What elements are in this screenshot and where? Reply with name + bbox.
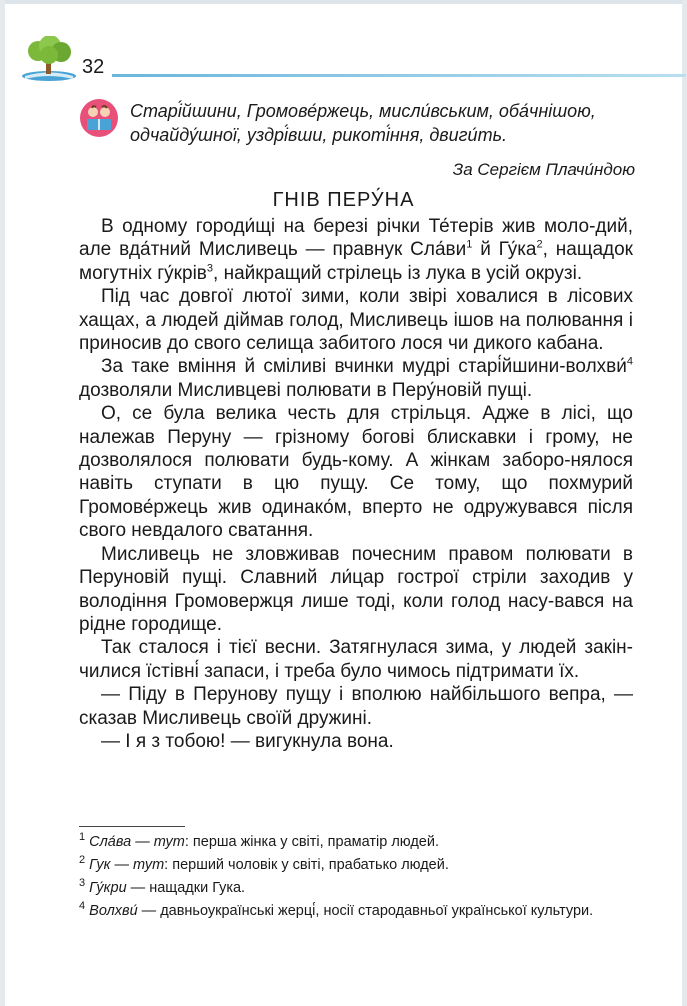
paragraph-1-part-c: , нащадок могутніх гу́крів [79,239,633,284]
page-frame-left [0,0,5,1006]
header-divider [112,74,686,77]
paragraph-6: Так сталося і тієї весни. Затягнулася зима, у людей закін-чилися їстівні́ запаси, і треба було чимось підтримати їх. [79,637,633,682]
tree-with-book-icon [20,36,78,82]
footnote-3 [79,877,639,900]
footnote-term: Гук — тут [89,857,165,873]
paragraph-5: Мисливець не зловживав почесним правом полювати в Перуновій пущі. Славний ли́цар гострої стріли заходив у володіння Громовержця лише тоді, коли голод насу-вався на рідне городище. [79,543,633,635]
footnote-ref-2: 2 [536,239,543,252]
paragraph-8: — І я з тобою! — вигукнула вона. [101,730,394,752]
footnote-ref-4: 4 [626,356,633,369]
footnote-ref-3: 3 [206,262,214,275]
story-title: ГНІВ ПЕРУ́НА [272,189,415,211]
paragraph-1-part-b: й Гу́ка [472,239,537,261]
footnote-term: Сла́ва — тут [89,834,185,850]
vocabulary-line-1: Старі́йшини, Громове́ржець, мисли́вським, оба́чнішою, [130,101,596,121]
paragraph-2: Під час довгої лютої зими, коли звірі ховалися в лісових хащах, а людей діймав голод, Мисливець ішов на полювання і приносив до свого селища забитого лося чи дикого кабана. [79,286,633,355]
vocabulary-words [130,99,650,147]
author-attribution: За Сергієм Плачи́ндою [452,160,635,179]
paragraph-3-part-b: дозволяли Мисливцеві полювати в Перу́новій пущі. [79,379,533,401]
footnote-definition: : перший чоловік у світі, прабатько людей. [164,857,449,873]
paragraph-1-part-d: , найкращий стрілець із лука в усій окрузі. [213,262,583,284]
footnote-number: 2 [79,854,86,867]
page-frame-right [682,0,687,1006]
footnote-divider [79,826,185,827]
footnote-number: 3 [79,877,86,890]
paragraph-7: — Піду в Перунову пущу і вполюю найбільшого вепра, — сказав Мисливець своїй дружині. [79,684,633,729]
footnote-term: Волхви́ [89,903,138,919]
children-reading-icon [79,98,119,138]
footnote-definition: : перша жінка у світі, праматір людей. [184,834,439,850]
page-number: 32 [82,56,105,78]
footnote-2 [79,854,639,877]
footnote-definition: — давньоукраїнські жерці́, носії стародавньої української культури. [137,903,594,919]
paragraph-3-part-a: За таке вміння й сміливі вчинки мудрі старі́йшини-волхви́ [101,356,627,378]
page-frame-top [0,0,687,4]
footnote-1 [79,831,639,854]
footnote-4 [79,900,639,923]
paragraph-1 [79,215,633,285]
paragraph-1-part-a: В одному городи́щі на березі річки Те́терів жив моло-дий, але вда́тний Мисливець — правнук Сла́ви [79,216,633,261]
story-text [79,215,633,753]
vocabulary-line-2: одчайду́шної, уздрі́вши, рикоті́ння, двиги́ть. [130,125,508,145]
footnote-ref-1: 1 [466,239,473,252]
footnote-definition: — нащадки Гука. [126,880,246,896]
footnote-number: 1 [79,831,86,844]
footnote-number: 4 [79,900,86,913]
paragraph-3 [79,355,633,402]
footnote-term: Гу́кри [89,880,127,896]
footnotes [79,831,639,923]
paragraph-4: О, се була велика честь для стрільця. Адже в лісі, що належав Перуну — грізному богові блискавки і грому, не дозволялося полювати будь-кому. А жінкам заборо-нялося навіть ступати в цю пущу. Се тому, що похмурий Громове́ржець жив одинако́м, вперто не одружувався після свого невдалого сватання. [79,403,633,542]
